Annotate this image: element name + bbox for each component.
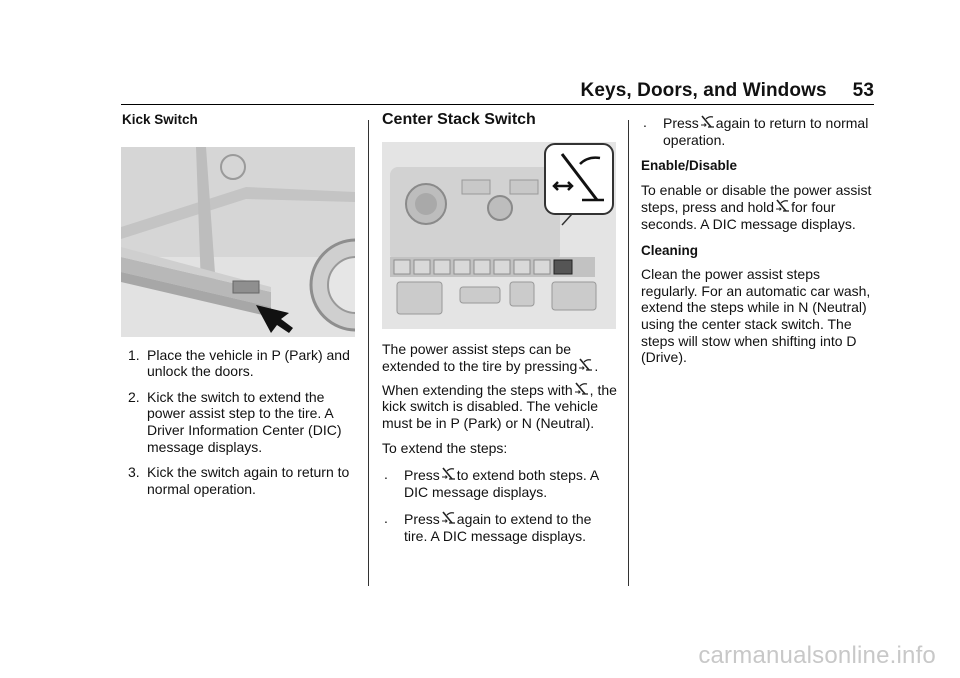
step-number: 1.: [128, 346, 140, 363]
center-stack-switch-illustration: [382, 142, 616, 329]
extend-steps-label: To extend the steps:: [382, 439, 508, 456]
bullet-text-a: Press: [663, 115, 699, 131]
power-step-icon: [578, 357, 593, 373]
step-text: Kick the switch again to return to normal operation.: [147, 464, 350, 497]
cleaning-heading: Cleaning: [641, 242, 699, 258]
kick-disabled-text-a: When extending the steps with: [382, 381, 573, 398]
bullet-text-b: again to extend to the tire. A DIC message displays.: [404, 511, 592, 544]
kick-disabled-paragraph: [382, 381, 617, 432]
bullet-item: [382, 466, 617, 500]
bullet-mark: .: [384, 510, 388, 527]
power-step-icon: [775, 198, 790, 214]
kick-disabled-text-b: , the kick switch is disabled. The vehicle must be in P (Park) or N (Neutral).: [382, 381, 617, 431]
column-enable-cleaning: [641, 112, 876, 366]
step-item: [122, 389, 358, 455]
enable-disable-heading: Enable/Disable: [641, 158, 738, 174]
column-divider: [628, 120, 629, 586]
header-rule: [121, 104, 874, 105]
watermark: carmanualsonline.info: [698, 642, 936, 669]
enable-disable-paragraph: [641, 182, 876, 233]
power-step-icon: [700, 114, 715, 130]
bullet-text-b: again to return to normal operation.: [663, 115, 869, 148]
column-divider: [368, 120, 369, 586]
section-title: Keys, Doors, and Windows: [580, 80, 827, 101]
step-number: 3.: [128, 464, 140, 481]
power-step-icon: [441, 466, 456, 482]
column-kick-switch: [122, 112, 358, 506]
kick-switch-illustration: [121, 147, 355, 337]
power-step-icon: [574, 381, 589, 397]
bullet-text-a: Press: [404, 511, 440, 528]
kick-switch-heading: Kick Switch: [122, 112, 198, 127]
page-header: [581, 80, 874, 102]
enable-text-b: for four seconds. A DIC message displays.: [641, 199, 856, 232]
bullet-text-b: to extend both steps. A DIC message displays.: [404, 467, 599, 500]
step-text: Kick the switch to extend the power assist step to the tire. A Driver Information Center (DIC) message displays.: [147, 388, 342, 455]
bullet-item: [382, 510, 617, 544]
step-number: 2.: [128, 388, 140, 405]
bullet-mark: .: [643, 114, 647, 130]
enable-text-a: To enable or disable the power assist steps, press and hold: [641, 181, 872, 216]
intro-paragraph: [382, 341, 617, 375]
center-stack-heading: Center Stack Switch: [382, 111, 536, 128]
intro-text-b: .: [594, 358, 599, 375]
power-step-icon: [441, 510, 456, 526]
column-center-stack: [382, 112, 617, 545]
bullet-text-a: Press: [404, 467, 440, 484]
step-item: [122, 347, 358, 380]
kick-switch-steps: [122, 347, 358, 498]
bullet-item: [641, 114, 876, 148]
intro-text-a: The power assist steps can be extended to the tire by pressing: [382, 340, 578, 375]
page-number: 53: [852, 80, 874, 101]
cleaning-paragraph: Clean the power assist steps regularly. For an automatic car wash, extend the steps while in N (Neutral) using the center stack switch. The steps will stow when shifting into D (Drive).: [641, 266, 871, 366]
bullet-mark: .: [384, 466, 388, 483]
step-item: [122, 464, 358, 497]
step-text: Place the vehicle in P (Park) and unlock the doors.: [147, 346, 350, 380]
